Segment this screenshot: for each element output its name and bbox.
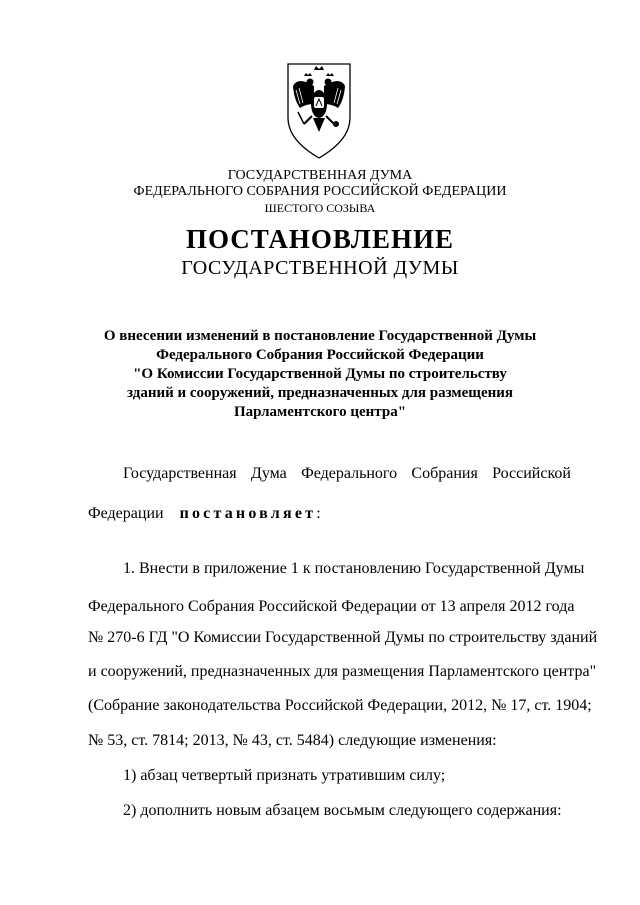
preamble-word: Федерации bbox=[88, 505, 164, 522]
item1-line: и сооружений, предназначенных для размещения Парламентского центра" bbox=[88, 663, 597, 680]
document-subtitle: ГОСУДАРСТВЕННОЙ ДУМЫ bbox=[181, 257, 459, 279]
preamble-word: Государственная bbox=[123, 465, 237, 482]
item1-line: (Собрание законодательства Российской Федерации, 2012, № 17, ст. 1904; bbox=[88, 697, 592, 714]
item1-line: 1. Внести в приложение 1 к постановлению Государственной Думы bbox=[123, 560, 585, 577]
subject-line: зданий и сооружений, предназначенных для размещения bbox=[126, 385, 513, 401]
preamble-word: Собрания bbox=[411, 465, 478, 482]
coat-of-arms-emblem bbox=[284, 60, 354, 164]
subject-line: Федерального Собрания Российской Федерации bbox=[156, 347, 484, 363]
item1-line: № 270-6 ГД "О Комиссии Государственной Думы по строительству зданий bbox=[88, 629, 598, 646]
resolution-subject bbox=[90, 327, 550, 422]
subject-line: Парламентского центра" bbox=[233, 404, 407, 420]
subitem-2: 2) дополнить новым абзацем восьмым следующего содержания: bbox=[123, 802, 562, 819]
preamble-colon: : bbox=[316, 505, 321, 522]
convocation-label: ШЕСТОГО СОЗЫВА bbox=[264, 201, 376, 215]
subitem-1: 1) абзац четвертый признать утратившим силу; bbox=[123, 767, 446, 784]
preamble-line bbox=[123, 464, 571, 484]
item1-line: Федерального Собрания Российской Федерации от 13 апреля 2012 года bbox=[88, 598, 575, 615]
duma-name-line1: ГОСУДАРСТВЕННАЯ ДУМА bbox=[227, 168, 413, 183]
preamble-word: Федерального bbox=[301, 465, 398, 482]
decree-verb: постановляет bbox=[179, 505, 317, 522]
subject-line: О внесении изменений в постановление Государственной Думы bbox=[103, 328, 537, 344]
preamble-line bbox=[88, 504, 321, 524]
preamble-word: Российской bbox=[492, 465, 571, 482]
preamble-word: Дума bbox=[250, 465, 287, 482]
duma-name-line2: ФЕДЕРАЛЬНОГО СОБРАНИЯ РОССИЙСКОЙ ФЕДЕРАЦИИ bbox=[133, 184, 507, 199]
subject-line: "О Комиссии Государственной Думы по строительству bbox=[133, 366, 507, 382]
item1-line: № 53, ст. 7814; 2013, № 43, ст. 5484) следующие изменения: bbox=[88, 732, 497, 749]
document-title: ПОСТАНОВЛЕНИЕ bbox=[185, 224, 455, 254]
